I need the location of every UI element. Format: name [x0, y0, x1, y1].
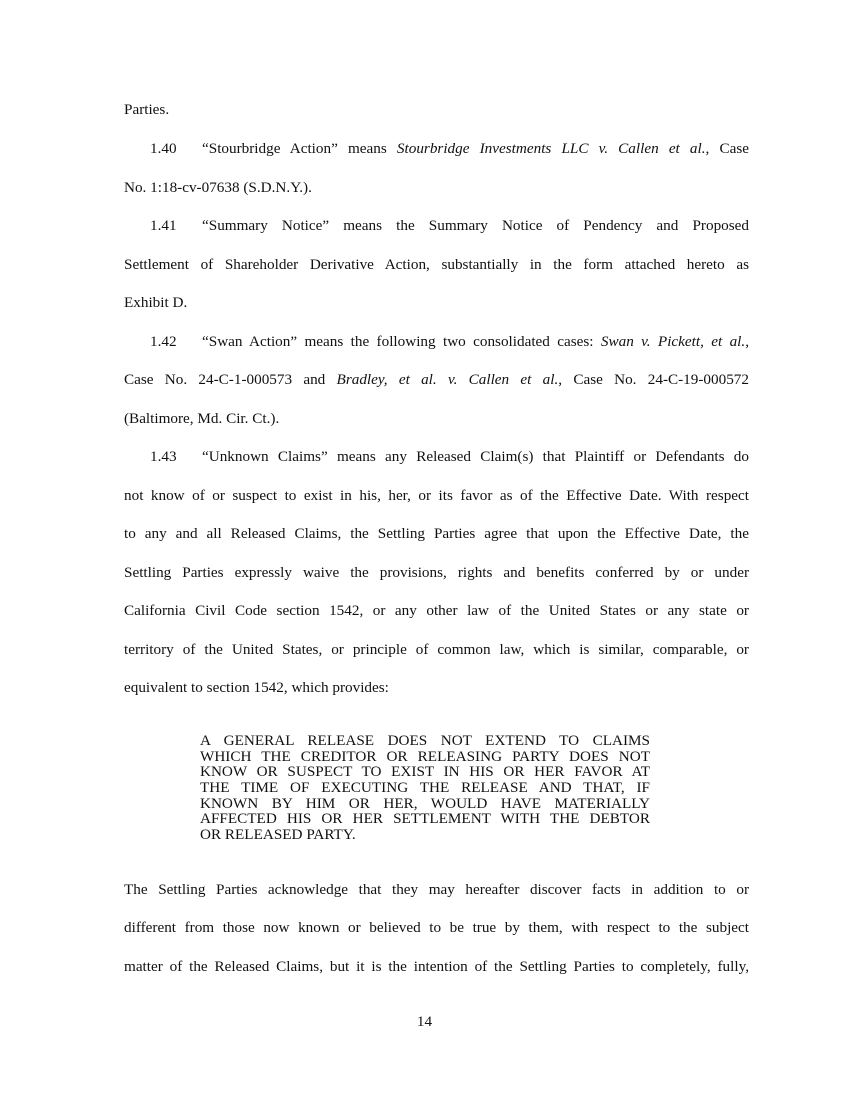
text-line: California Civil Code section 1542, or any other law of the United States or any state or	[124, 602, 749, 619]
quote-line: KNOW OR SUSPECT TO EXIST IN HIS OR HER FAVOR AT	[200, 764, 650, 781]
text-line: Settlement of Shareholder Derivative Action, substantially in the form attached hereto as	[124, 256, 749, 273]
quote-line: AFFECTED HIS OR HER SETTLEMENT WITH THE DEBTOR	[200, 811, 650, 828]
text-line: territory of the United States, or principle of common law, which is similar, comparable, or	[124, 641, 749, 658]
text-line: equivalent to section 1542, which provides:	[124, 679, 389, 696]
section-number: 1.40	[150, 140, 177, 157]
quote-line: OR RELEASED PARTY.	[200, 827, 356, 843]
case-name: Stourbridge Investments LLC v. Callen et al.	[396, 140, 706, 157]
quote-line: A GENERAL RELEASE DOES NOT EXTEND TO CLAIMS	[200, 733, 650, 749]
text-line: Exhibit D.	[124, 294, 188, 311]
section-1-42-first-line: 1.42 “Swan Action” means the following two consolidated cases: Swan v. Pickett, et al.,	[150, 333, 749, 350]
text-line: The Settling Parties acknowledge that they may hereafter discover facts in addition to or	[124, 881, 749, 898]
case-name: Bradley, et al. v. Callen et al.	[336, 371, 559, 388]
block-quote-civil-code-1542	[200, 733, 650, 843]
text-line: No. 1:18-cv-07638 (S.D.N.Y.).	[124, 179, 312, 196]
section-1-41-first-line: 1.41 “Summary Notice” means the Summary Notice of Pendency and Proposed	[150, 217, 749, 234]
page-number: 14	[416, 1013, 433, 1030]
section-number: 1.42	[150, 333, 177, 350]
text-line: Case No. 24-C-1-000573 and Bradley, et al. v. Callen et al., Case No. 24-C-19-000572	[124, 371, 749, 388]
quote-line: WHICH THE CREDITOR OR RELEASING PARTY DOES NOT	[200, 748, 650, 765]
section-number: 1.43	[150, 448, 177, 465]
text-line: to any and all Released Claims, the Settling Parties agree that upon the Effective Date, the	[124, 525, 749, 542]
text-line: Parties.	[124, 101, 170, 118]
section-1-43-first-line: 1.43 “Unknown Claims” means any Released Claim(s) that Plaintiff or Defendants do	[150, 448, 749, 465]
text-line: Settling Parties expressly waive the provisions, rights and benefits conferred by or under	[124, 564, 749, 581]
quote-line: THE TIME OF EXECUTING THE RELEASE AND THAT, IF	[200, 780, 650, 796]
section-number: 1.41	[150, 217, 177, 234]
section-1-40-first-line: 1.40 “Stourbridge Action” means Stourbridge Investments LLC v. Callen et al., Case	[150, 140, 749, 157]
text-line: not know of or suspect to exist in his, her, or its favor as of the Effective Date. With respect	[124, 487, 749, 504]
text-line: different from those now known or believed to be true by them, with respect to the subject	[124, 919, 749, 936]
quote-line: KNOWN BY HIM OR HER, WOULD HAVE MATERIALLY	[200, 795, 650, 812]
text-line: matter of the Released Claims, but it is the intention of the Settling Parties to completely, fully,	[124, 958, 749, 975]
text-line: (Baltimore, Md. Cir. Ct.).	[124, 410, 280, 427]
case-name: Swan v. Pickett, et al.	[600, 333, 746, 350]
